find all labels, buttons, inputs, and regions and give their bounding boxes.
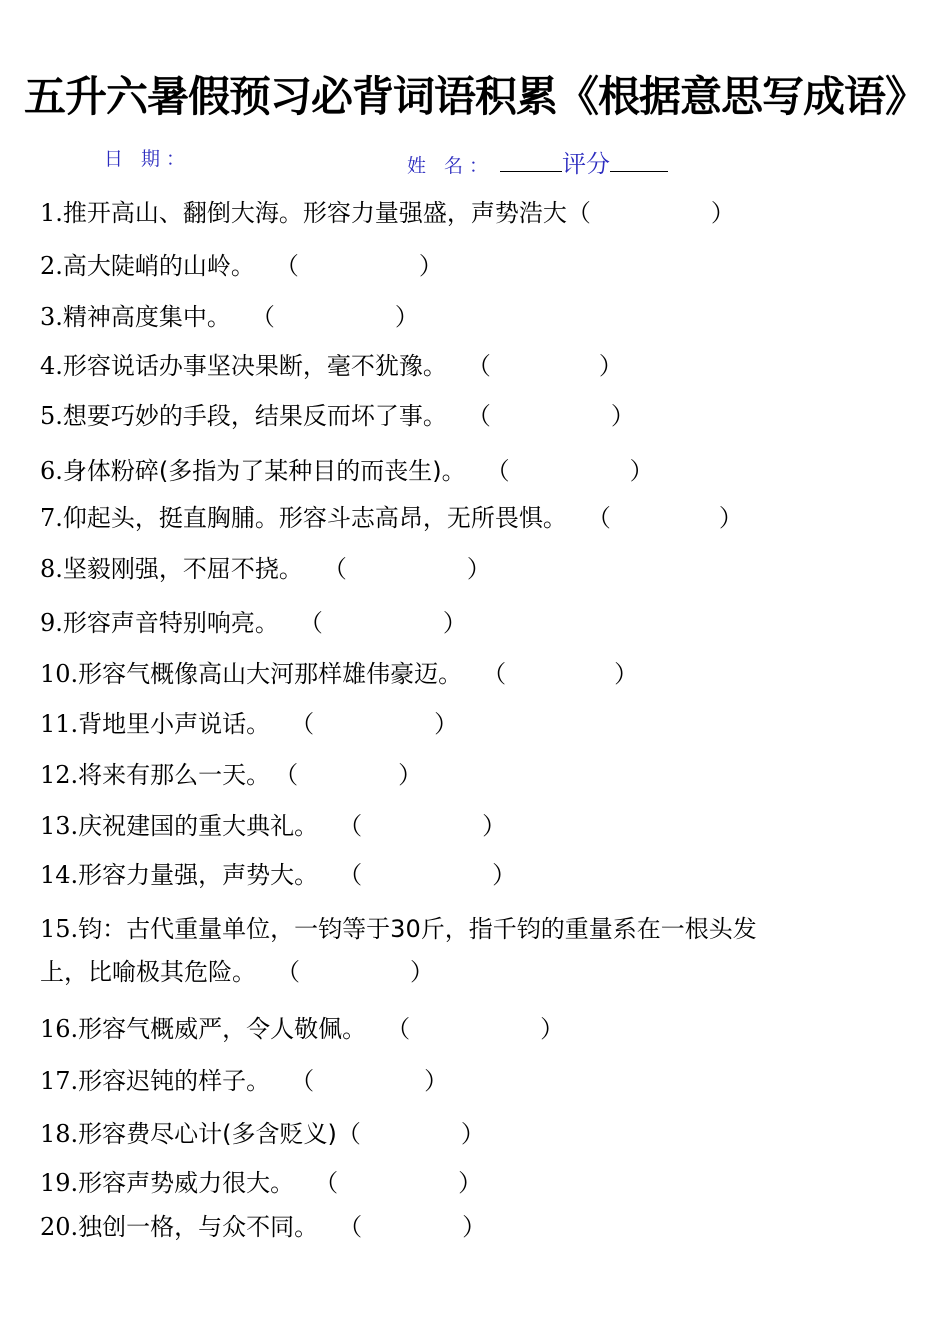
question-item bbox=[40, 450, 654, 492]
answer-blank[interactable] bbox=[386, 1008, 564, 1050]
question-item bbox=[40, 805, 506, 847]
question-text: 仰起头，挺直胸脯。形容斗志高昂，无所畏惧。 bbox=[62, 504, 567, 532]
paren-open: （ bbox=[482, 660, 507, 688]
question-number: 8. bbox=[40, 555, 63, 583]
answer-blank[interactable] bbox=[314, 1162, 482, 1204]
question-number: 13. bbox=[40, 812, 79, 840]
paren-close: ） bbox=[424, 1067, 449, 1095]
question-item bbox=[40, 1113, 485, 1155]
answer-blank[interactable] bbox=[587, 497, 743, 539]
paren-close: ） bbox=[462, 1213, 487, 1241]
answer-blank[interactable] bbox=[290, 1060, 448, 1102]
paren-open: （ bbox=[466, 352, 491, 380]
paren-close: ） bbox=[458, 1169, 483, 1197]
question-item bbox=[40, 548, 491, 590]
answer-blank[interactable] bbox=[467, 345, 623, 387]
question-number: 11. bbox=[40, 710, 79, 738]
question-item bbox=[40, 653, 638, 695]
question-number: 15. bbox=[40, 915, 79, 943]
paren-open: （ bbox=[466, 402, 491, 430]
question-number: 4. bbox=[40, 352, 63, 380]
paren-open: （ bbox=[274, 761, 299, 789]
name-label: 姓 名： bbox=[407, 155, 495, 177]
paren-close: ） bbox=[718, 504, 743, 532]
paren-close: ） bbox=[410, 958, 434, 986]
question-number: 18. bbox=[40, 1120, 79, 1148]
answer-blank[interactable] bbox=[274, 754, 422, 796]
question-number: 14. bbox=[40, 861, 79, 889]
answer-blank[interactable] bbox=[323, 548, 491, 590]
question-text: 形容声势威力很大。 bbox=[78, 1169, 295, 1197]
paren-open: （ bbox=[276, 958, 300, 986]
paren-close: ） bbox=[610, 402, 635, 430]
question-number: 5. bbox=[40, 402, 63, 430]
question-text: 形容声音特别响亮。 bbox=[62, 609, 279, 637]
paren-open: （ bbox=[250, 303, 275, 331]
paren-close: ） bbox=[614, 660, 639, 688]
question-item bbox=[40, 192, 735, 234]
question-item bbox=[40, 951, 434, 993]
question-text: 高大陡峭的山岭。 bbox=[62, 252, 255, 280]
paren-close: ） bbox=[398, 761, 423, 789]
paren-open: （ bbox=[290, 710, 315, 738]
question-item bbox=[40, 1162, 482, 1204]
question-item bbox=[40, 395, 635, 437]
paren-open: （ bbox=[314, 1169, 339, 1197]
question-text: 独创一格，与众不同。 bbox=[78, 1213, 319, 1241]
paren-open: （ bbox=[386, 1015, 411, 1043]
question-item bbox=[40, 1060, 448, 1102]
question-text: 形容说话办事坚决果断，毫不犹豫。 bbox=[62, 352, 447, 380]
question-item bbox=[40, 296, 419, 338]
paren-close: ） bbox=[418, 252, 443, 280]
question-number: 12. bbox=[40, 761, 79, 789]
question-item bbox=[40, 497, 743, 539]
paren-open: （ bbox=[586, 504, 611, 532]
paren-open: （ bbox=[338, 812, 363, 840]
question-number: 10. bbox=[40, 660, 79, 688]
paren-close: ） bbox=[434, 710, 459, 738]
question-number: 2. bbox=[40, 252, 63, 280]
question-text: 将来有那么一天。 bbox=[78, 761, 271, 789]
question-text: 推开高山、翻倒大海。形容力量强盛，声势浩大 bbox=[62, 199, 567, 227]
question-text: 坚毅刚强，不屈不挠。 bbox=[62, 555, 303, 583]
paren-open: （ bbox=[290, 1067, 315, 1095]
question-number: 17. bbox=[40, 1067, 79, 1095]
paren-close: ） bbox=[482, 812, 507, 840]
paren-close: ） bbox=[442, 609, 467, 637]
paren-close: ） bbox=[540, 1015, 565, 1043]
paren-open: （ bbox=[485, 457, 510, 485]
question-text: 精神高度集中。 bbox=[62, 303, 231, 331]
question-item bbox=[40, 345, 623, 387]
paren-close: ） bbox=[460, 1120, 485, 1148]
answer-blank[interactable] bbox=[482, 653, 638, 695]
question-item bbox=[40, 1206, 486, 1248]
paren-open: （ bbox=[298, 609, 323, 637]
question-text: 想要巧妙的手段，结果反而坏了事。 bbox=[62, 402, 447, 430]
question-item bbox=[40, 602, 467, 644]
paren-close: ） bbox=[492, 861, 517, 889]
paren-close: ） bbox=[598, 352, 623, 380]
answer-blank[interactable] bbox=[467, 395, 635, 437]
paren-open: （ bbox=[566, 199, 591, 227]
name-field bbox=[407, 144, 668, 179]
paren-close: ） bbox=[629, 457, 654, 485]
answer-blank[interactable] bbox=[338, 805, 506, 847]
score-blank[interactable] bbox=[610, 153, 668, 172]
question-number: 19. bbox=[40, 1169, 79, 1197]
question-item bbox=[40, 1008, 564, 1050]
question-text: 形容力量强，声势大。 bbox=[78, 861, 319, 889]
question-number: 7. bbox=[40, 504, 63, 532]
question-text: 形容气概像高山大河那样雄伟豪迈。 bbox=[78, 660, 463, 688]
date-field bbox=[104, 144, 191, 171]
question-text: 身体粉碎(多指为了某种目的而丧生)。 bbox=[62, 457, 466, 485]
paren-open: （ bbox=[338, 861, 363, 889]
answer-blank[interactable] bbox=[338, 1206, 486, 1248]
question-number: 6. bbox=[40, 457, 63, 485]
paren-close: ） bbox=[710, 199, 735, 227]
page-title: 五升六暑假预习必背词语积累《根据意思写成语》 bbox=[23, 72, 926, 121]
question-text: 钧：古代重量单位，一钧等于30斤，指千钧的重量系在一根头发 bbox=[78, 915, 757, 943]
answer-blank[interactable] bbox=[276, 951, 434, 993]
paren-open: （ bbox=[274, 252, 299, 280]
score-label: 评分 bbox=[562, 150, 611, 178]
question-text: 上，比喻极其危险。 bbox=[40, 958, 256, 986]
question-text: 形容气概威严，令人敬佩。 bbox=[78, 1015, 367, 1043]
question-number: 20. bbox=[40, 1213, 79, 1241]
answer-blank[interactable] bbox=[567, 192, 735, 234]
question-item bbox=[40, 703, 458, 745]
answer-blank[interactable] bbox=[486, 450, 654, 492]
question-item bbox=[40, 854, 516, 896]
question-item bbox=[40, 245, 443, 287]
paren-close: ） bbox=[466, 555, 491, 583]
question-item bbox=[40, 908, 757, 950]
answer-blank[interactable] bbox=[251, 296, 419, 338]
answer-blank[interactable] bbox=[337, 1113, 485, 1155]
date-label: 日 期： bbox=[104, 148, 192, 170]
name-blank[interactable] bbox=[500, 153, 562, 172]
question-number: 9. bbox=[40, 609, 63, 637]
question-item bbox=[40, 754, 422, 796]
paren-close: ） bbox=[394, 303, 419, 331]
paren-open: （ bbox=[322, 555, 347, 583]
question-number: 3. bbox=[40, 303, 63, 331]
paren-open: （ bbox=[338, 1213, 363, 1241]
answer-blank[interactable] bbox=[338, 854, 516, 896]
question-text: 背地里小声说话。 bbox=[78, 710, 271, 738]
question-text: 庆祝建国的重大典礼。 bbox=[78, 812, 319, 840]
answer-blank[interactable] bbox=[299, 602, 467, 644]
question-text: 形容迟钝的样子。 bbox=[78, 1067, 271, 1095]
answer-blank[interactable] bbox=[290, 703, 458, 745]
paren-open: （ bbox=[336, 1120, 361, 1148]
question-text: 形容费尽心计(多含贬义) bbox=[78, 1120, 337, 1148]
answer-blank[interactable] bbox=[275, 245, 443, 287]
question-number: 1. bbox=[40, 199, 63, 227]
question-number: 16. bbox=[40, 1015, 79, 1043]
